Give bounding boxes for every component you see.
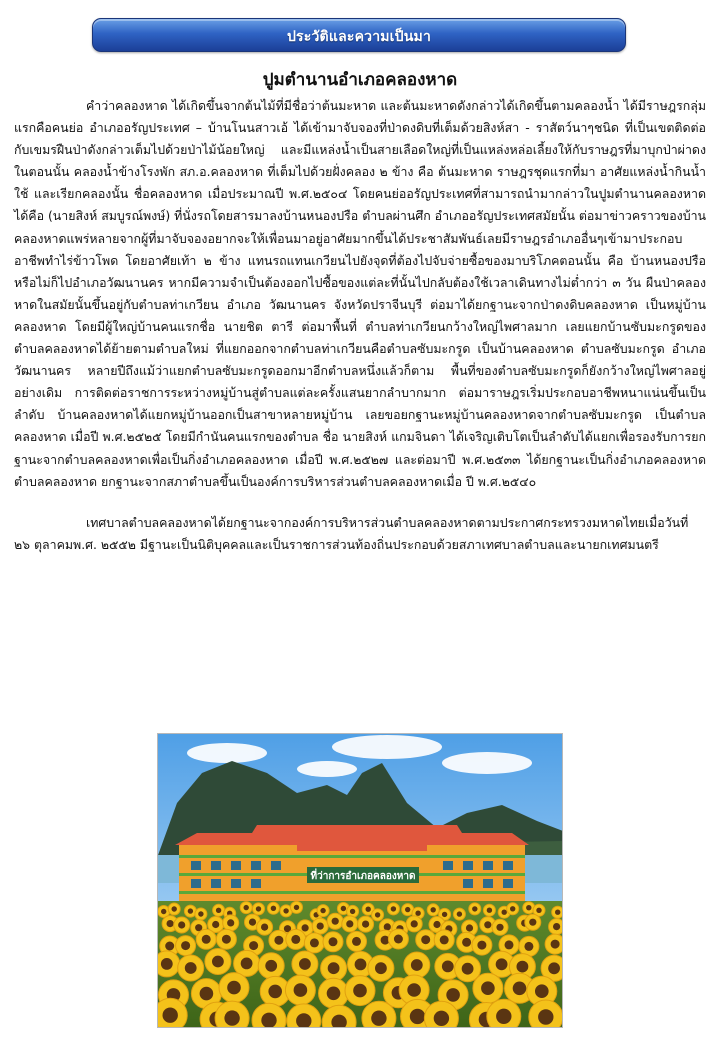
article-body bbox=[14, 95, 706, 556]
history-paragraph: คำว่าคลองหาด ได้เกิดขึ้นจากต้นไม้ที่มีชื่อว่าต้นมะหาด และต้นมะหาดดังกล่าวได้เกิดขึ้นตามคลองน้ำ ได้มีราษฎรกลุ่มแรกคือคนย่อ อำเภออรัญประเทศ – บ้านโนนสาวเอ้ ได้เข้ามาจับจองที่ป่าดงดิบที่เต็มด้วยสิงห์สา - ราสัตว์นาๆชนิด ที่เป็นเขตติดต่อกับเขมรฝืนป่าดังกล่าวเต็มไปด้วยป่าไม้น้อยใหญ่ และมีแหล่งน้ำเป็นสายเลือดใหญ่ที่เป็นแหล่งหล่อเลี้ยงให้กับราษฎรที่มาบุกป่าผ่าดงในตอนนั้น คลองน้ำข้างโรงพัก สภ.อ.คลองหาด ที่เต็มไปด้วยฝั่งคลอง ๒ ข้าง คือ ต้นมะหาด ราษฎรชุดแรกที่มา อาศัยแหล่งน้ำกินน้ำใช้ และเรียกคลองนั้น ชื่อคลองหาด เมื่อประมาณปี พ.ศ.๒๕๐๔ โดยคนย่ออรัญประเทศที่สามารถนำมากล่าวในปูมตำนานคลองหาดได้คือ (นายสิงห์ สมบูรณ์พงษ์) ที่นั่งรถโดยสารมาลงบ้านหนองปรือ ตำบลผ่านศึก อำเภออรัญประเทศสมัยนั้น ต่อมาข่าวคราวของบ้านคลองหาดแพร่หลายจากผู้ที่มาจับจองอยากจะให้เพื่อนมาอยู่อาศัยมากขึ้นได้ประชาสัมพันธ์เลยมีราษฎรอำเภออื่นๆเข้ามาประกอบอาชีพทำไร่ข้าวโพด โดยอาศัยเท้า ๒ ข้าง แทนรถแทนเกวียนไปยังจุดที่ต้องไปจับจ่ายซื้อของมาบริโภคตอนนั้น คือ บ้านหนองปรือ หรือไม่ก็ไปอำเภอวัฒนานคร หากมีความจำเป็นต้องออกไปซื้อของแต่ละที่นั้นไปกลับต้องใช้เวลาเดินทางไม่ต่ำกว่า ๓ วัน ผืนป่าคลองหาดในสมัยนั้นขึ้นอยู่กับตำบลท่าเกวียน อำเภอ วัฒนานคร จังหวัดปราจีนบุรี ต่อมาได้ยกฐานะจากป่าดงดิบคลองหาด เป็นหมู่บ้านคลองหาด โดยมีผู้ใหญ่บ้านคนแรกชื่อ นายชิต ตารี ต่อมาพื้นที่ ตำบลท่าเกวียนกว้างใหญ่ไพศาลมาก เลยแยกบ้านซับมะกรูดของตำบลคลองหาดได้ย้ายตามตำบลใหม่ ที่แยกออกจากตำบลท่าเกวียนคือตำบลซับมะกรูด เป็นบ้านคลองหาด ตำบลซับมะกรูด อำเภอวัฒนานคร หลายปีถึงแม้ว่าแยกตำบลซับมะกรูดออกมาอีกตำบลหนึ่งแล้วก็ตาม พื้นที่ของตำบลซับมะกรูดก็ยังกว้างใหญ่ไพศาลอยู่อย่างเดิม การติดต่อราชการระหว่างหมู่บ้านสู่ตำบลแต่ละครั้งแสนยากลำบากมาก ต่อมาราษฎรเริ่มประกอบอาชีพหนาแน่นขึ้นเป็นลำดับ บ้านคลองหาดได้แยกหมู่บ้านออกเป็นสาขาหลายหมู่บ้าน เลยขอยกฐานะหมู่บ้านคลองหาดจากตำบลซับมะกรูด เป็นตำบลคลองหาด เมื่อปี พ.ศ.๒๕๒๕ โดยมีกำนันคนแรกของตำบล ชื่อ นายสิงห์ แกมจินดา ได้เจริญเติบโตเป็นลำดับได้แยกเพื่อรองรับการยกฐานะจากตำบลคลองหาดเพื่อเป็นกิ่งอำเภอคลองหาด เมื่อปี พ.ศ.๒๕๒๗ และต่อมาปี พ.ศ.๒๕๓๓ ได้ยกฐานะเป็นกิ่งอำเภอคลองหาด ตำบลคลองหาด ยกฐานะจากสภาตำบลขึ้นเป็นองค์การบริหารส่วนตำบลคลองหาดเมื่อ ปี พ.ศ.๒๕๔๐ bbox=[14, 98, 706, 489]
building bbox=[175, 825, 529, 901]
district-office-photo bbox=[157, 733, 563, 1028]
section-banner bbox=[92, 18, 626, 52]
banner-title: ประวัติและความเป็นมา bbox=[286, 29, 432, 45]
building-sign: ที่ว่าการอำเภอคลองหาด bbox=[310, 871, 416, 882]
page-title: ปูมตำนานอำเภอคลองหาด bbox=[262, 70, 458, 90]
municipality-paragraph: เทศบาลตำบลคลองหาดได้ยกฐานะจากองค์การบริหารส่วนตำบลคลองหาดตามประกาศกระทรวงมหาดไทยเมื่อวันที่ ๒๖ ตุลาคมพ.ศ. ๒๕๕๒ มีฐานะเป็นนิติบุคคลและเป็นราชการส่วนท้องถิ่นประกอบด้วยสภาเทศบาลตำบลและนายกเทศมนตรี bbox=[14, 514, 689, 552]
